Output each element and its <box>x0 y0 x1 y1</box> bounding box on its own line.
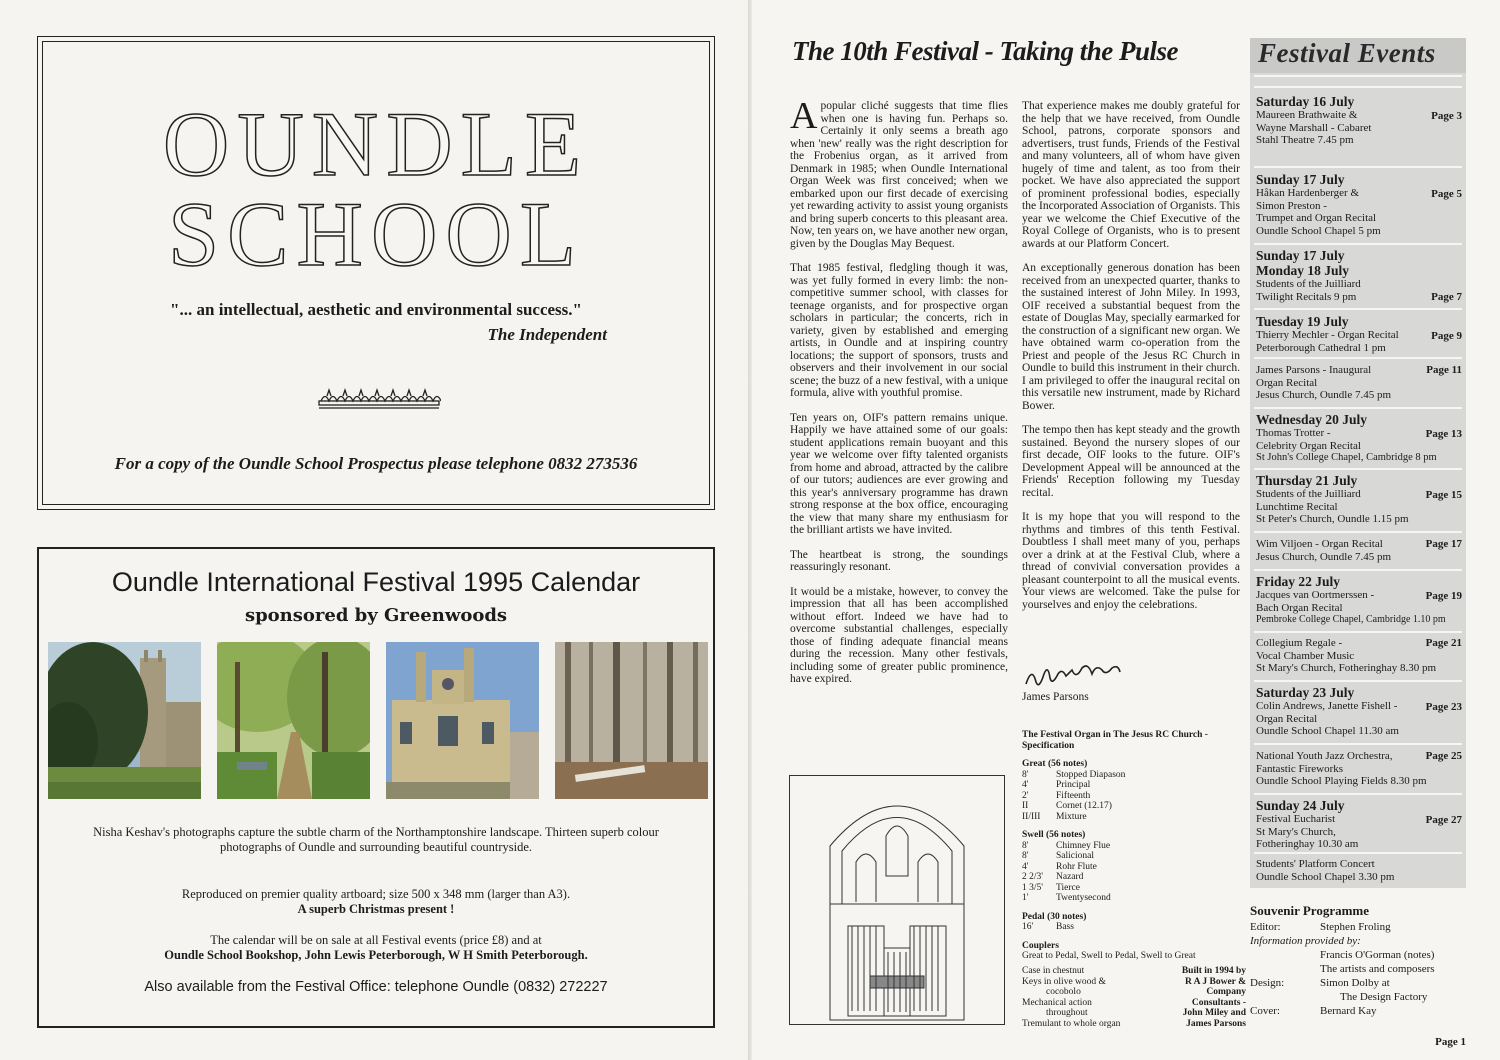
ruined-building-photo <box>386 642 539 799</box>
event-page: Page 9 <box>1431 330 1462 342</box>
spec-pedal-heading: Pedal (30 notes) <box>1022 911 1087 922</box>
credit-role: Information provided by: <box>1250 935 1361 947</box>
school-name-line-2: SCHOOL <box>167 183 585 285</box>
calendar-sponsor: sponsored by Greenwoods <box>244 605 508 626</box>
event-line: Oundle School Chapel 11.30 am <box>1256 725 1399 737</box>
organ-drawing-box <box>789 775 1005 1025</box>
event-page: Page 21 <box>1425 637 1462 649</box>
event-page: Page 25 <box>1425 750 1462 762</box>
organ-build-notes <box>1022 966 1162 1029</box>
signature-icon <box>1022 662 1142 692</box>
event-line: St Mary's Church, Fotheringhay 8.30 pm <box>1256 662 1437 674</box>
calendar-christmas: A superb Christmas present ! <box>297 902 455 916</box>
event-item <box>1256 473 1464 526</box>
build-note: cocobolo <box>1046 987 1081 997</box>
event-line: St Peter's Church, Oundle 1.15 pm <box>1256 513 1409 525</box>
event-day: Friday 22 July <box>1256 574 1341 589</box>
event-day: Tuesday 19 July <box>1256 314 1349 329</box>
build-note: Tremulant to whole organ <box>1022 1018 1121 1029</box>
prospectus-telephone: For a copy of the Oundle School Prospectus please telephone 0832 273536 <box>114 454 638 473</box>
divider <box>1254 86 1462 88</box>
event-page: Page 15 <box>1425 489 1462 501</box>
calendar-stockists: Oundle School Bookshop, John Lewis Peterborough, W H Smith Peterborough. <box>164 948 588 962</box>
event-page: Page 7 <box>1431 291 1462 303</box>
spec-stop: II/III Mixture <box>1022 811 1087 822</box>
winter-wood-photo <box>555 642 708 799</box>
article-paragraph: It is my hope that you will respond to the rhythms and timbres of this tenth Festival. Doubtless I shall meet many of you, perhaps over a drink at at the Festival Club, where a thread of convivial conversation provides a pleasant counterpoint to all the musical events. Your views are welcomed. Take the pulse for yourselves and enjoy the celebrations. <box>1022 511 1240 611</box>
credit-name: Francis O'Gorman (notes) <box>1320 949 1435 961</box>
event-line: Vocal Chamber Music <box>1256 649 1355 662</box>
build-note: throughout <box>1046 1008 1088 1018</box>
credit-role: Design: <box>1250 977 1285 989</box>
divider <box>1254 531 1462 533</box>
event-line: Organ Recital <box>1256 376 1318 389</box>
event-line: Jacques van Oortmerssen - <box>1256 589 1375 601</box>
event-page: Page 19 <box>1425 590 1462 602</box>
calendar-description: Nisha Keshav's photographs capture the subtle charm of the Northamptonshire landscape. Thirteen superb colour photographs of Oundle and surrounding beautiful countryside. <box>93 825 659 854</box>
event-line: Organ Recital <box>1256 712 1318 725</box>
event-line: Lunchtime Recital <box>1256 500 1338 513</box>
organ-builder-credits <box>1164 966 1246 1029</box>
calendar-advert <box>37 547 715 1028</box>
spec-stop: 2 2/3' Nazard <box>1022 872 1084 882</box>
spec-stop: 4' Rohr Flute <box>1022 861 1097 872</box>
build-note: Keys in olive wood & <box>1022 976 1106 987</box>
page-number: Page 1 <box>1435 1036 1466 1048</box>
festival-events-sidebar <box>1250 38 1466 888</box>
calendar-sale-info: The calendar will be on sale at all Festival events (price £8) and at <box>210 933 542 947</box>
event-line: Pembroke College Chapel, Cambridge 1.10 pm <box>1256 614 1446 625</box>
event-line: Thierry Mechler - Organ Recital <box>1256 329 1399 341</box>
event-page: Page 13 <box>1425 428 1462 440</box>
event-day: Saturday 23 July <box>1256 685 1355 700</box>
event-line: Thomas Trotter - <box>1256 427 1331 439</box>
credit-name: Simon Dolby at <box>1320 977 1390 989</box>
school-crest-icon <box>317 387 441 411</box>
divider <box>1254 680 1462 682</box>
event-line: Festival Eucharist <box>1256 813 1336 825</box>
event-day: Wednesday 20 July <box>1256 412 1368 427</box>
event-item <box>1256 248 1464 303</box>
divider <box>1254 569 1462 571</box>
spec-stop: 4' Principal <box>1022 780 1091 790</box>
credit-name: Stephen Froling <box>1320 921 1391 933</box>
event-day: Thursday 21 July <box>1256 473 1358 488</box>
divider <box>1254 793 1462 795</box>
spec-stop: 16' Bass <box>1022 922 1074 932</box>
event-line: Wayne Marshall - Cabaret <box>1256 121 1372 134</box>
build-note: Mechanical action <box>1022 997 1092 1008</box>
article-column-2 <box>1022 100 1240 623</box>
divider <box>1254 852 1462 854</box>
school-name-line-1: OUNDLE <box>162 93 590 195</box>
event-line: James Parsons - Inaugural <box>1256 364 1372 376</box>
event-page: Page 3 <box>1431 110 1462 122</box>
builder-credit: John Miley and <box>1182 1008 1246 1018</box>
event-line: Oundle School Chapel 3.30 pm <box>1256 870 1395 883</box>
event-page: Page 23 <box>1425 701 1462 713</box>
event-page: Page 17 <box>1425 538 1462 550</box>
sidebar-title-bar <box>1250 38 1466 73</box>
spec-stop: 1' Twentysecond <box>1022 893 1111 903</box>
event-page: Page 11 <box>1426 364 1462 376</box>
event-item <box>1256 172 1464 237</box>
article-paragraph: Ten years on, OIF's pattern remains unique. Happily we have attained some of our goals: student applications remain buoyant and this year we welcome over fifty talented organists from home and abroad, attracted by the calibre of our tutors; audiences are ever growing and this year's anniversary programme has drawn strong response at the box office, encouraging the view that many share my enthusiasm for the brilliant artists we have invited. <box>790 411 1008 536</box>
article-paragraph: That 1985 festival, fledgling though it was, was yet fully formed in every limb: the non-competitive summer school, with classes for teenage organists, and for prospective organ scholars in particular; the concerts, rich in variety, given by established and emerging artists, in Oundle and at inspiring country locations; the support of sponsors, trusts and observers and their involvement in our social scene; the buzz of a new festival, with a unique formula, alive with youthful promise. <box>790 262 1008 399</box>
credit-name: Bernard Kay <box>1320 1005 1377 1017</box>
divider <box>1254 631 1462 633</box>
event-day: Sunday 24 July <box>1256 798 1345 813</box>
spec-swell-heading: Swell (56 notes) <box>1022 830 1086 840</box>
event-line: Fantastic Fireworks <box>1256 762 1344 775</box>
advert-inner-border <box>42 41 710 505</box>
event-line: Oundle School Chapel 5 pm <box>1256 224 1381 237</box>
organ-case-drawing-icon <box>790 776 1004 1024</box>
calendar-title: Oundle International Festival 1995 Calendar <box>111 567 641 597</box>
credit-name: The Design Factory <box>1340 991 1428 1003</box>
right-page <box>752 0 1500 1060</box>
spec-stop: 2' Fifteenth <box>1022 790 1091 801</box>
left-page <box>0 0 748 1060</box>
event-line: Bach Organ Recital <box>1256 601 1343 614</box>
divider <box>1254 243 1462 245</box>
credit-row <box>1250 990 1470 1004</box>
spec-stop: 1 3/5' Tierce <box>1022 882 1080 893</box>
event-item <box>1256 798 1464 851</box>
oundle-school-advert <box>37 36 715 510</box>
event-item <box>1256 364 1464 402</box>
article-paragraph-text: popular cliché suggests that time flies when one is having fun. Perhaps so. Certainly it only seems a breath ago when 'new' really was the right description for the Frobenius organ, as it arrived from Denmark in 1985; when Oundle International Organ Week was first conceived; when we embarked upon our first decade of exercising yet rewarding activity to assist young organists and bring superb concerts to this pleasant area. Now, ten years on, we have another new organ, given by the Douglas May Bequest. <box>790 100 1008 250</box>
event-line: Håkan Hardenberger & <box>1256 187 1360 199</box>
article-paragraph: The heartbeat is strong, the soundings reassuringly resonant. <box>790 548 1008 573</box>
credit-row <box>1250 934 1470 948</box>
credit-row <box>1250 920 1470 934</box>
event-line: Wim Viljoen - Organ Recital <box>1256 538 1383 550</box>
event-line: Trumpet and Organ Recital <box>1256 212 1377 224</box>
event-day: Monday 18 July <box>1256 263 1350 278</box>
festival-office-telephone: Also available from the Festival Office: telephone Oundle (0832) 272227 <box>144 979 608 995</box>
credit-role: Editor: <box>1250 921 1281 933</box>
event-item <box>1256 858 1464 883</box>
event-item <box>1256 574 1464 627</box>
divider <box>1254 407 1462 409</box>
drop-cap: A <box>790 95 818 137</box>
event-item <box>1256 637 1464 675</box>
church-photo <box>48 642 201 799</box>
event-item <box>1256 314 1464 354</box>
event-line: Twilight Recitals 9 pm <box>1256 290 1357 303</box>
credit-name: The artists and composers <box>1320 963 1435 975</box>
event-line: St Mary's Church, <box>1256 825 1336 838</box>
organ-specification <box>1022 730 1242 962</box>
builder-credit: Built in 1994 by <box>1181 966 1246 976</box>
credit-row <box>1250 962 1470 976</box>
builder-credit: R A J Bower & <box>1184 976 1246 987</box>
event-line: Oundle School Playing Fields 8.30 pm <box>1256 775 1427 787</box>
event-line: Maureen Brathwaite & <box>1256 109 1358 121</box>
event-line: Students of the Juilliard <box>1256 278 1361 290</box>
quote-source: The Independent <box>487 325 607 344</box>
spec-stop: 8' Chimney Flue <box>1022 840 1111 851</box>
event-line: Fotheringhay 10.30 am <box>1256 838 1359 850</box>
event-line: Stahl Theatre 7.45 pm <box>1256 134 1354 146</box>
spec-stop: 8' Stopped Diapason <box>1022 769 1126 780</box>
build-note: Case in chestnut <box>1022 966 1085 976</box>
event-line: Jesus Church, Oundle 7.45 pm <box>1256 389 1392 401</box>
event-page: Page 27 <box>1425 814 1462 826</box>
article-title: The 10th Festival - Taking the Pulse <box>792 36 1179 66</box>
event-line: Simon Preston - <box>1256 199 1327 212</box>
sidebar-title: Festival Events <box>1258 38 1436 68</box>
event-line: Jesus Church, Oundle 7.45 pm <box>1256 550 1392 563</box>
event-line: Celebrity Organ Recital <box>1256 439 1361 452</box>
event-day: Saturday 16 July <box>1256 94 1355 109</box>
credit-row <box>1250 948 1470 962</box>
spec-couplers: Great to Pedal, Swell to Pedal, Swell to Great <box>1022 951 1196 961</box>
advert-quote: "... an intellectual, aesthetic and environmental success." <box>170 300 582 319</box>
article-paragraph: The tempo then has kept steady and the growth sustained. Beyond the nursery slopes of our first decade, OIF looks to the future. OIF's Development Appeal will be announced at the Friends' Reception following my Tuesday recital. <box>1022 424 1240 499</box>
souvenir-title: Souvenir Programme <box>1250 903 1370 918</box>
article-paragraph: It would be a mistake, however, to convey the impression that all has been accomplished without effort. Indeed we have had to overcome substantial challenges, especially those of finding adequate financial means during the recession. Many other festivals, including some of greater public prominence, have expired. <box>790 585 1008 685</box>
event-line: Colin Andrews, Janette Fishell - <box>1256 700 1398 712</box>
builder-credit: James Parsons <box>1186 1018 1246 1029</box>
spec-stop: 8' Salicional <box>1022 851 1094 861</box>
event-day: Sunday 17 July <box>1256 172 1345 187</box>
photo-strip <box>48 642 708 799</box>
article-column-1 <box>790 95 1008 698</box>
divider <box>1254 357 1462 359</box>
signature-name: James Parsons <box>1022 691 1089 703</box>
credit-row <box>1250 1004 1470 1018</box>
calendar-artboard: Reproduced on premier quality artboard; size 500 x 348 mm (larger than A3). <box>181 887 571 901</box>
event-item <box>1256 750 1464 788</box>
spec-stop: II Cornet (12.17) <box>1022 801 1112 811</box>
event-line: Peterborough Cathedral 1 pm <box>1256 341 1386 354</box>
event-page: Page 5 <box>1431 188 1462 200</box>
event-line: Students' Platform Concert <box>1256 858 1375 870</box>
builder-credit: Company <box>1206 987 1246 997</box>
event-day: Sunday 17 July <box>1256 248 1345 263</box>
builder-credit: Consultants - <box>1191 997 1246 1008</box>
credit-row <box>1250 976 1470 990</box>
article-paragraph: That experience makes me doubly grateful for the help that we have received, from Oundle School, patrons, corporate sponsors and advertisers, trust funds, Friends of the Festival and many volunteers, all of whom have given hugely of time and talent, as too from their pocket. We have also appreciated the support of prominent professional bodies, especially the Incorporated Association of Organists. This year we welcome the Chief Executive of the Royal College of Organists, who is to present awards at our Platform Concert. <box>1022 100 1240 250</box>
event-item <box>1256 685 1464 738</box>
article-paragraph: An exceptionally generous donation has been received from an unexpected quarter, thanks to the sustained interest of John Miley. In 1993, OIF received a substantial bequest from the estate of Douglas May, specially earmarked for the construction of a significant new organ. We have obtained warm co-operation from the Priest and people of the Jesus RC Church in Oundle to build this instrument in their church. I am privileged to offer the inaugural recital on this versatile new instrument, made by Richard Bower. <box>1022 262 1240 412</box>
event-item <box>1256 412 1464 465</box>
credit-role: Cover: <box>1250 1005 1280 1017</box>
divider <box>1254 468 1462 470</box>
divider <box>1254 75 1462 77</box>
spec-title: The Festival Organ in The Jesus RC Church - Specification <box>1022 730 1208 751</box>
divider <box>1254 743 1462 745</box>
article-paragraph <box>790 95 1008 250</box>
event-line: Collegium Regale - <box>1256 637 1343 649</box>
event-line: Students of the Juilliard <box>1256 488 1361 500</box>
event-item <box>1256 94 1464 147</box>
souvenir-programme-credits <box>1250 904 1470 1018</box>
divider <box>1254 166 1462 168</box>
event-item <box>1256 538 1464 563</box>
event-line: St John's College Chapel, Cambridge 8 pm <box>1256 452 1437 463</box>
spec-great-heading: Great (56 notes) <box>1022 759 1088 769</box>
woodland-path-photo <box>217 642 370 799</box>
divider <box>1254 308 1462 310</box>
spec-couplers-heading: Couplers <box>1022 940 1059 951</box>
event-line: National Youth Jazz Orchestra, <box>1256 750 1393 762</box>
